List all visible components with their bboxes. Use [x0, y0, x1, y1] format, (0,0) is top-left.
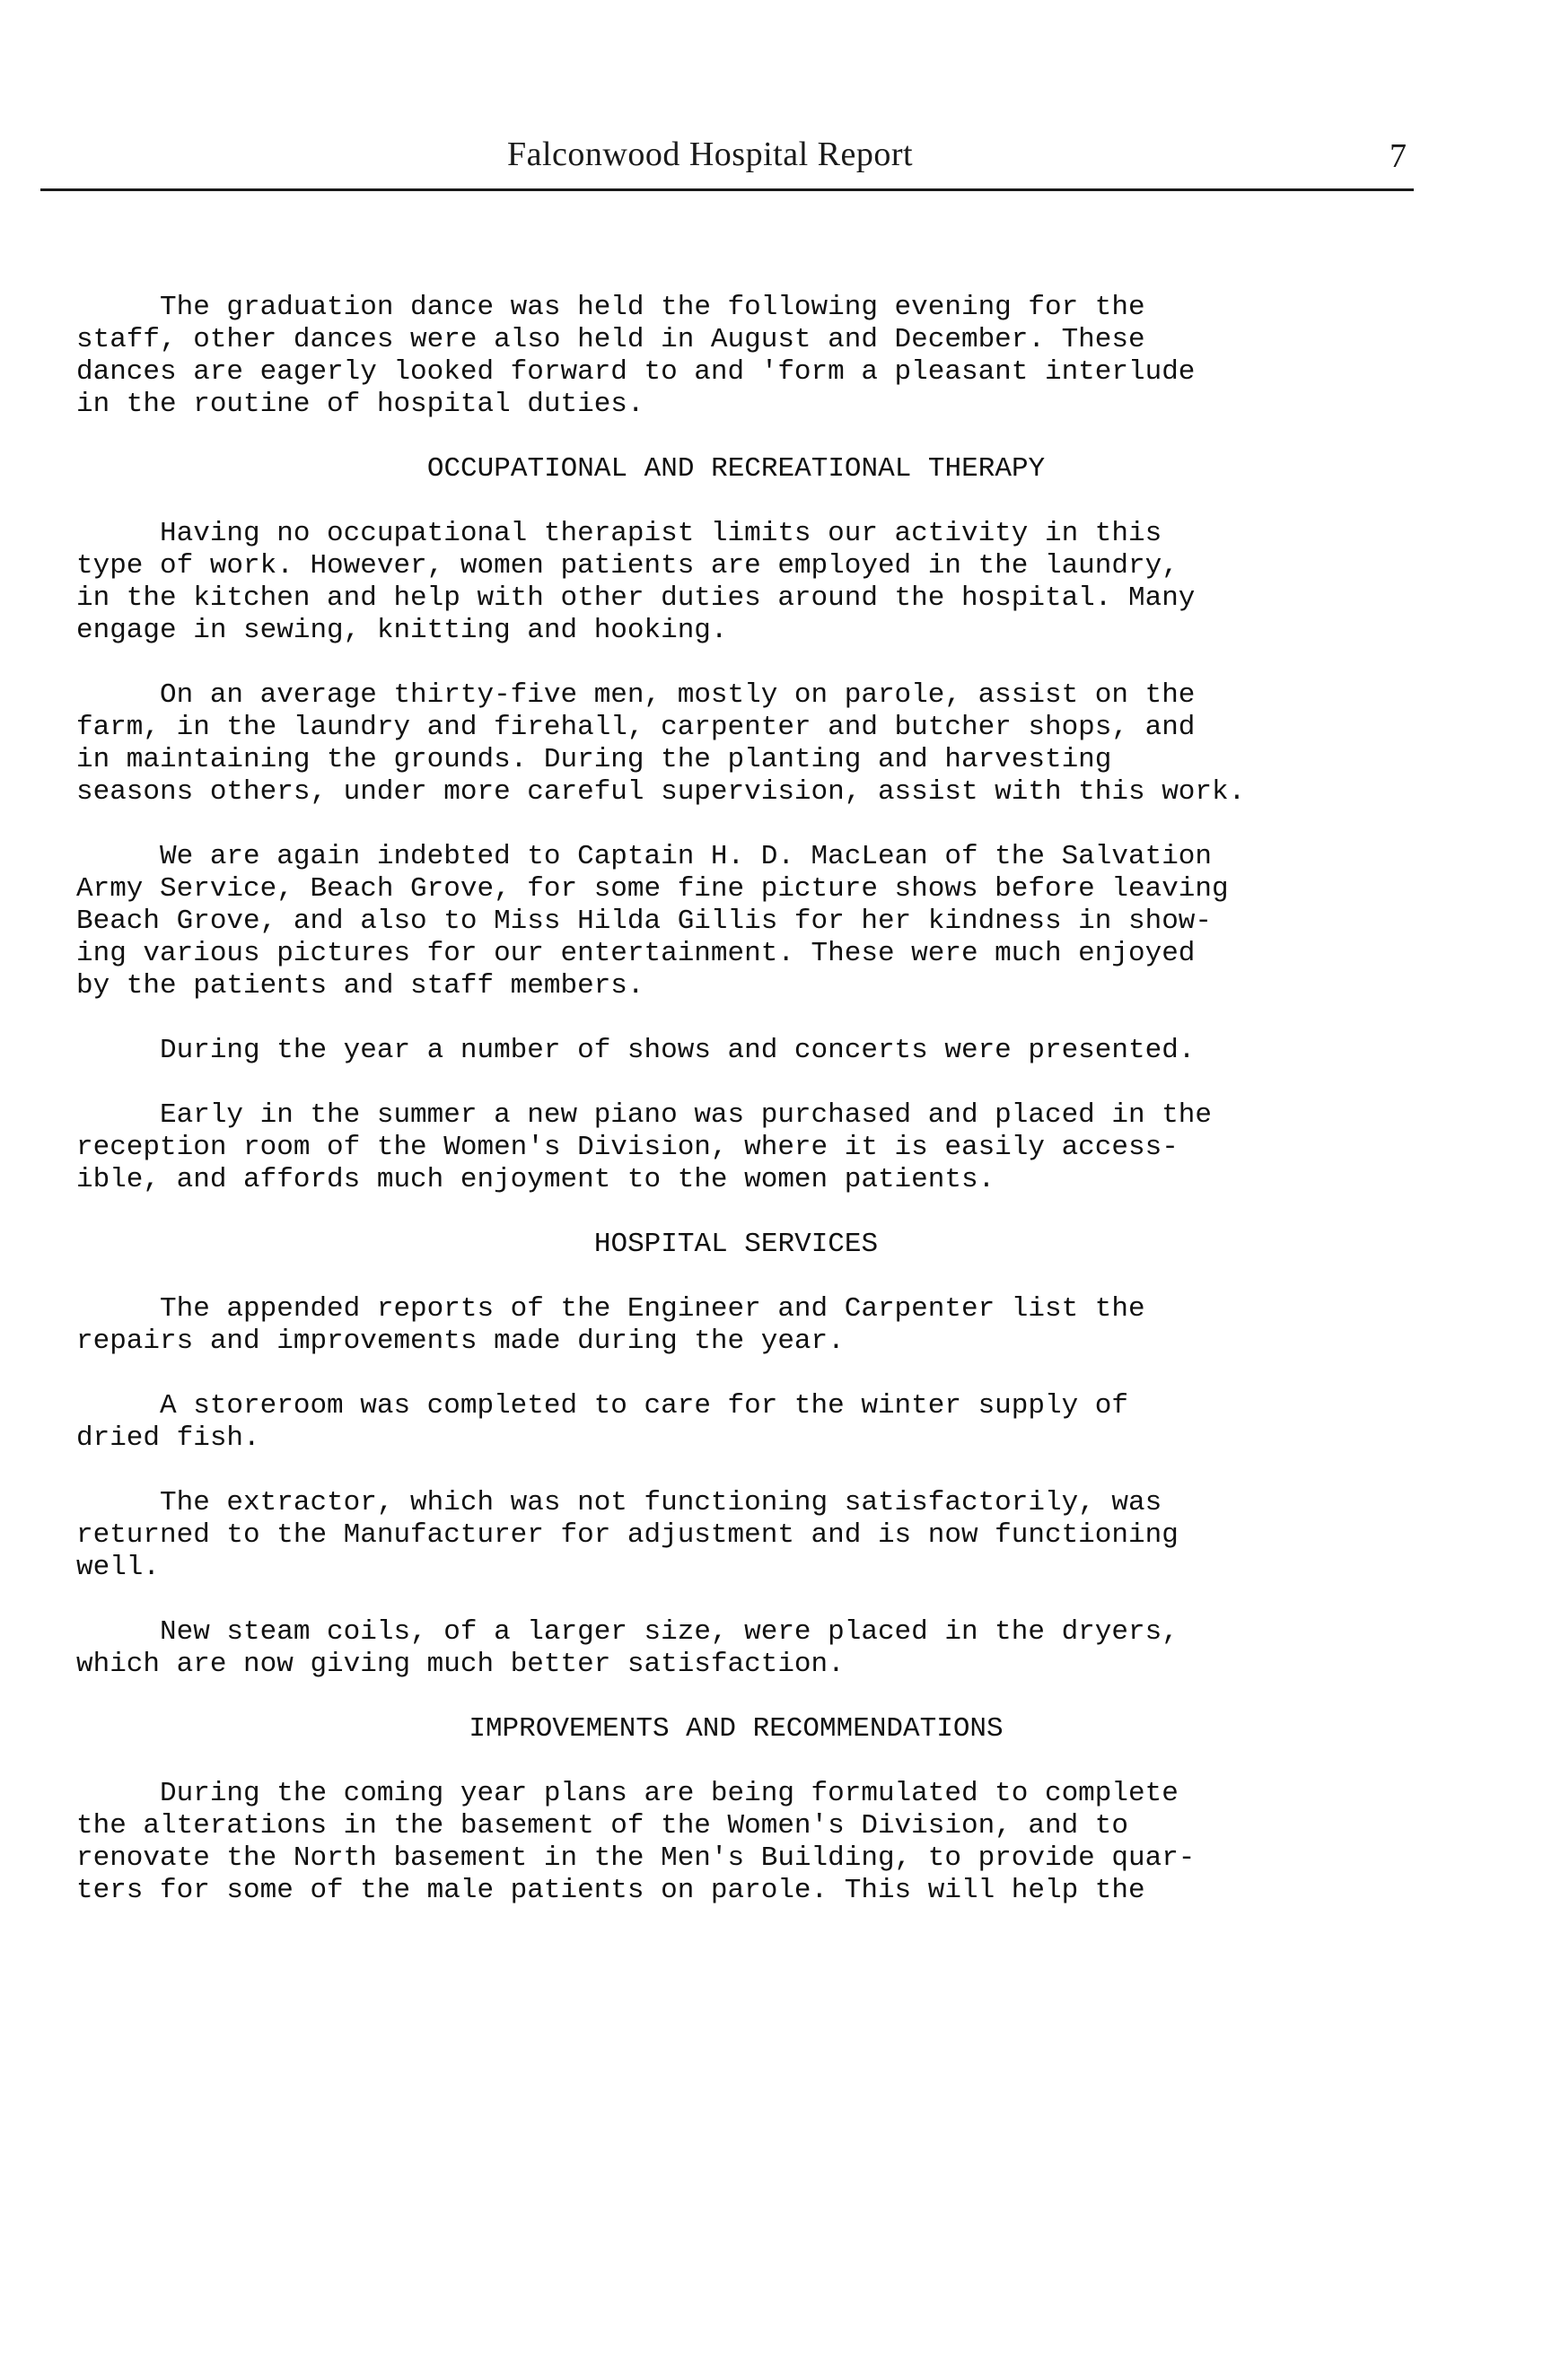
paragraph-steam-coils: New steam coils, of a larger size, were placed in the dryers, which are now giving much better satisfaction.: [76, 1616, 1179, 1680]
paragraph-men-on-parole: On an average thirty-five men, mostly on parole, assist on the farm, in the laundry and firehall, carpenter and butcher shops, and in maintaining the grounds. During the planting and harvesting seasons others, under more careful supervision, assist with this work.: [76, 679, 1246, 808]
paragraph-occupational-therapist: Having no occupational therapist limits our activity in this type of work. However, women patients are employed in the laundry, in the kitchen and help with other duties around the hospital. Many engage in sewing, knitting and hooking.: [76, 518, 1196, 646]
paragraph-engineer-reports: The appended reports of the Engineer and Carpenter list the repairs and improvements made during the year.: [76, 1293, 1145, 1357]
paragraph-graduation-dance: The graduation dance was held the following evening for the staff, other dances were also held in August and December. These dances are eagerly looked forward to and 'form a pleasant interlude in the routine of hospital duties.: [76, 292, 1196, 420]
section-heading-improvements: IMPROVEMENTS AND RECOMMENDATIONS: [469, 1713, 1004, 1745]
header-divider: [40, 188, 1414, 191]
paragraph-extractor: The extractor, which was not functioning satisfactorily, was returned to the Manufacturer for adjustment and is now functioning well.: [76, 1487, 1179, 1583]
paragraph-storeroom: A storeroom was completed to care for the winter supply of dried fish.: [76, 1390, 1128, 1454]
paragraph-new-piano: Early in the summer a new piano was purchased and placed in the reception room of the Women's Division, where it is easily access- ible, and affords much enjoyment to the women patients.: [76, 1099, 1213, 1195]
page-header: [40, 135, 1414, 188]
report-title: Falconwood Hospital Report: [507, 136, 914, 173]
paragraph-coming-year-plans: During the coming year plans are being formulated to complete the alterations in the basement of the Women's Division, and to renovate the North basement in the Men's Building, to provide quar- ters for some of the male patients on parole. This will help the: [76, 1778, 1196, 1906]
section-heading-hospital-services: HOSPITAL SERVICES: [593, 1229, 879, 1260]
page-body: [76, 292, 1432, 1939]
paragraph-picture-shows: We are again indebted to Captain H. D. MacLean of the Salvation Army Service, Beach Grove, for some fine picture shows before leaving Beach Grove, and also to Miss Hilda Gillis for her kindness in show- ing various pictures for our entertainment. These were much enjoyed by the patients and staff members.: [76, 841, 1229, 1002]
page-number: 7: [1390, 137, 1407, 175]
paragraph-shows-concerts: During the year a number of shows and concerts were presented.: [76, 1035, 1196, 1066]
section-heading-occupational-therapy: OCCUPATIONAL AND RECREATIONAL THERAPY: [426, 453, 1046, 485]
